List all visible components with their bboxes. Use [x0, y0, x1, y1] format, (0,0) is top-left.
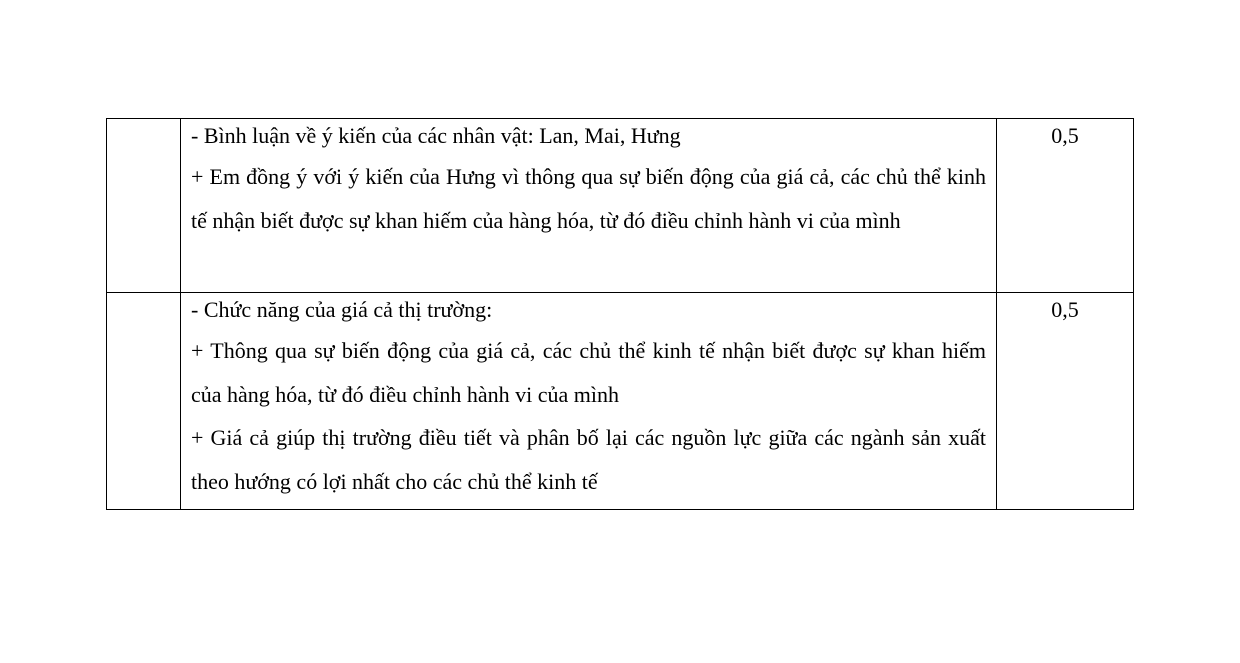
row-heading: - Chức năng của giá cả thị trường:: [191, 297, 493, 322]
row-point: + Thông qua sự biến động của giá cả, các chủ thể kinh tế nhận biết được sự khan hiếm của hàng hóa, từ đó điều chỉnh hành vi của mình: [191, 338, 986, 407]
index-cell: [107, 293, 181, 510]
row-heading: - Bình luận về ý kiến của các nhân vật: Lan, Mai, Hưng: [191, 123, 681, 148]
content-cell: [181, 293, 997, 510]
content-cell: [181, 119, 997, 293]
table-row: [107, 119, 1134, 293]
index-cell: [107, 119, 181, 293]
answer-table: [106, 118, 1134, 510]
score-value: 0,5: [1051, 123, 1079, 148]
score-cell: [997, 119, 1134, 293]
score-value: 0,5: [1051, 297, 1079, 322]
row-point: + Em đồng ý với ý kiến của Hưng vì thông qua sự biến động của giá cả, các chủ thể kinh tế nhận biết được sự khan hiếm của hàng hóa, từ đó điều chỉnh hành vi của mình: [191, 164, 986, 233]
row-point: + Giá cả giúp thị trường điều tiết và phân bố lại các nguồn lực giữa các ngành sản xuất theo hướng có lợi nhất cho các chủ thể kinh tế: [191, 425, 986, 494]
score-cell: [997, 293, 1134, 510]
table-row: [107, 293, 1134, 510]
